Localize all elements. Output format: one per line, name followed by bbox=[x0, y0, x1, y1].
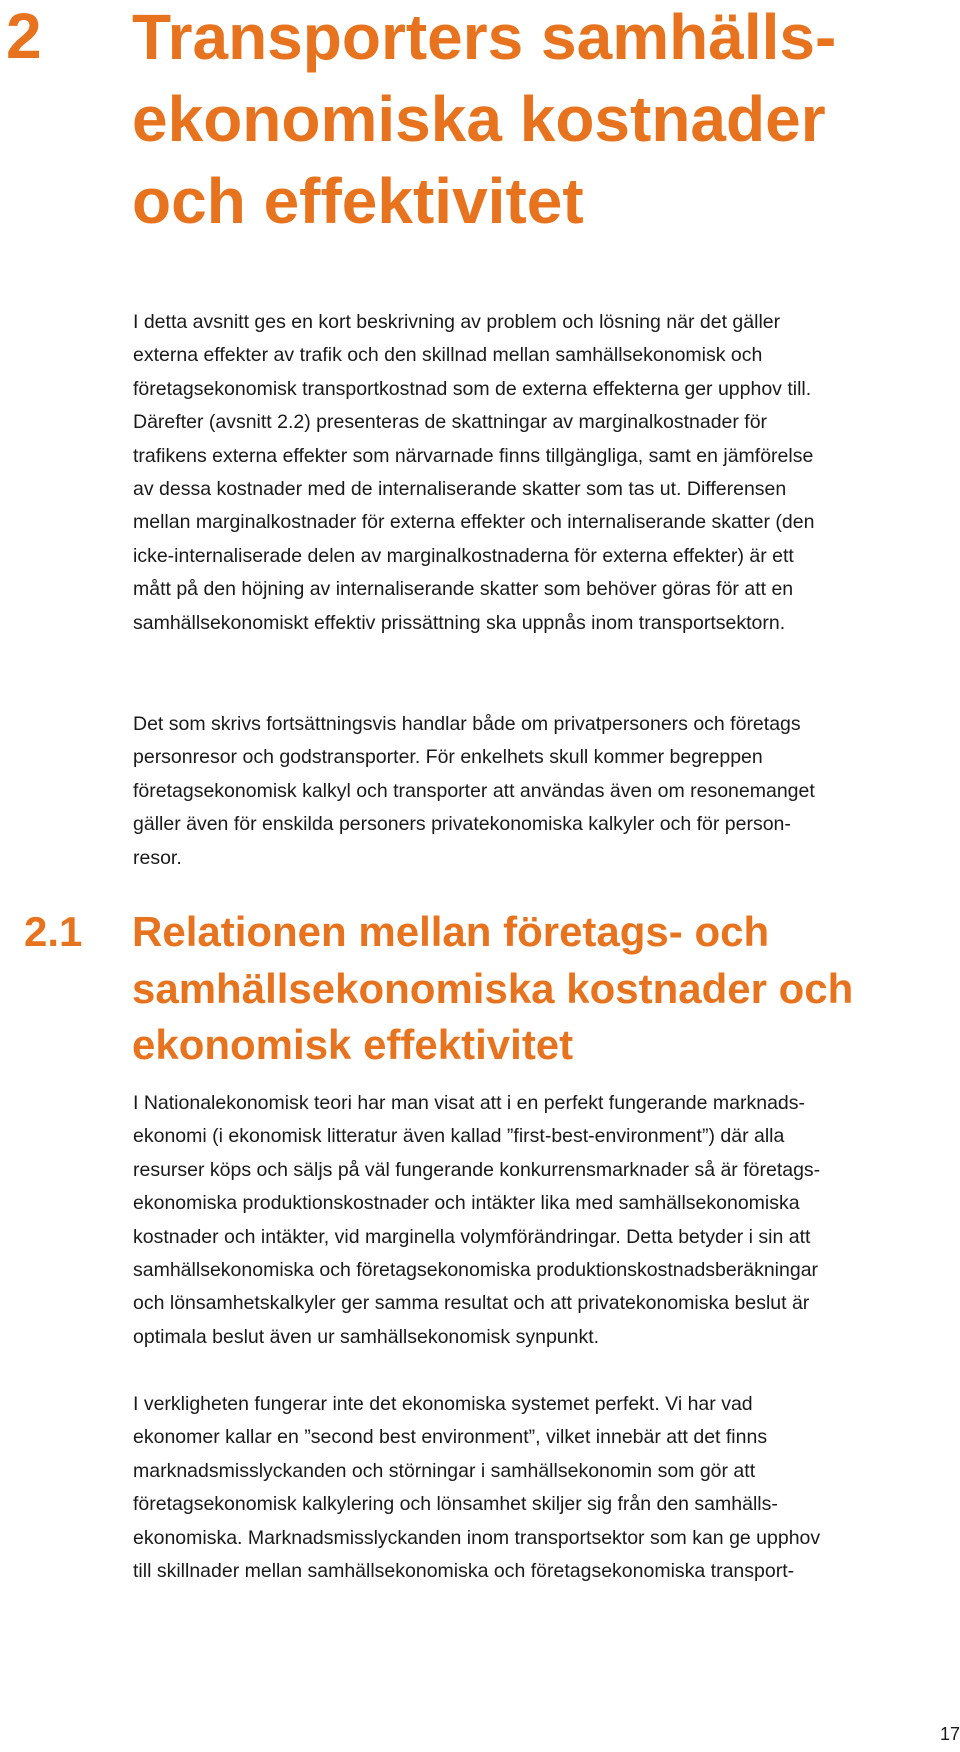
chapter-title-line: Transporters samhälls- bbox=[132, 1, 837, 73]
chapter-title-line: och effektivitet bbox=[132, 165, 584, 237]
text-line: kostnader och intäkter, vid marginella volymförändringar. Detta betyder i sin att bbox=[133, 1225, 811, 1248]
section-title-line: ekonomisk effektivitet bbox=[132, 1021, 574, 1068]
text-line: gäller även för enskilda personers privatekonomiska kalkyler och för person- bbox=[133, 813, 791, 836]
section-paragraph-1 bbox=[133, 1087, 953, 1354]
text-line: mått på den höjning av internaliserande skatter som behöver göras för att en bbox=[133, 578, 794, 601]
section-title-line: samhällsekonomiska kostnader och bbox=[132, 964, 854, 1012]
text-line: externa effekter av trafik och den skillnad mellan samhällsekonomisk och bbox=[133, 344, 763, 367]
text-line: av dessa kostnader med de internaliserande skatter som tas ut. Differensen bbox=[133, 478, 787, 501]
text-line: personresor och godstransporter. För enkelhets skull kommer begreppen bbox=[133, 746, 763, 769]
chapter-title bbox=[132, 0, 952, 242]
text-line: icke-internaliserade delen av marginalkostnaderna för externa effekter) är ett bbox=[133, 544, 794, 567]
text-line: I Nationalekonomisk teori har man visat att i en perfekt fungerande marknads- bbox=[133, 1092, 806, 1114]
text-line: ekonomer kallar en ”second best environment”, vilket innebär att det finns bbox=[133, 1426, 768, 1449]
text-line: företagsekonomisk transportkostnad som de externa effekterna ger upphov till. bbox=[133, 377, 812, 400]
chapter-title-line: ekonomiska kostnader bbox=[132, 83, 826, 155]
text-line: Det som skrivs fortsättningsvis handlar både om privatpersoners och företags bbox=[133, 713, 801, 735]
text-line: ekonomiska. Marknadsmisslyckanden inom transportsektor som kan ge upphov bbox=[133, 1526, 821, 1549]
text-line: resurser köps och säljs på väl fungerande konkurrensmarknader så är företags- bbox=[133, 1158, 821, 1181]
text-line: ekonomi (i ekonomisk litteratur även kallad ”first-best-environment”) där alla bbox=[133, 1125, 785, 1148]
text-line: mellan marginalkostnader för externa effekter och internaliserande skatter (den bbox=[133, 511, 815, 534]
text-line: I detta avsnitt ges en kort beskrivning av problem och lösning när det gäller bbox=[133, 311, 781, 333]
text-line: optimala beslut även ur samhällsekonomisk synpunkt. bbox=[133, 1325, 600, 1348]
text-line: ekonomiska produktionskostnader och intäkter lika med samhällsekonomiska bbox=[133, 1192, 800, 1215]
section-title-line: Relationen mellan företags- och bbox=[132, 908, 770, 955]
text-line: företagsekonomisk kalkyl och transporter att användas även om resonemanget bbox=[133, 779, 815, 802]
text-line: trafikens externa effekter som närvarnade finns tillgängliga, samt en jämförelse bbox=[133, 444, 814, 467]
text-line: och lönsamhetskalkyler ger samma resultat och att privatekonomiska beslut är bbox=[133, 1292, 810, 1315]
section-number: 2.1 bbox=[24, 908, 83, 955]
text-line: samhällsekonomiska och företagsekonomiska produktionskostnadsberäkningar bbox=[133, 1259, 819, 1282]
section-title bbox=[132, 904, 952, 1074]
text-line: I verkligheten fungerar inte det ekonomiska systemet perfekt. Vi har vad bbox=[133, 1393, 753, 1415]
section-paragraph-2 bbox=[133, 1388, 953, 1588]
text-line: företagsekonomisk kalkylering och lönsamhet skiljer sig från den samhälls- bbox=[133, 1493, 778, 1516]
intro-paragraph-1 bbox=[133, 306, 953, 640]
text-line: samhällsekonomiskt effektiv prissättning ska uppnås inom transportsektorn. bbox=[133, 611, 786, 634]
chapter-number: 2 bbox=[6, 0, 42, 72]
text-line: till skillnader mellan samhällsekonomiska och företagsekonomiska transport- bbox=[133, 1560, 795, 1583]
intro-paragraph-2 bbox=[133, 708, 953, 875]
page-number: 17 bbox=[939, 1724, 960, 1744]
text-line: Därefter (avsnitt 2.2) presenteras de skattningar av marginalkostnader för bbox=[133, 411, 768, 434]
text-line: resor. bbox=[133, 846, 182, 869]
text-line: marknadsmisslyckanden och störningar i samhällsekonomin som gör att bbox=[133, 1459, 756, 1482]
